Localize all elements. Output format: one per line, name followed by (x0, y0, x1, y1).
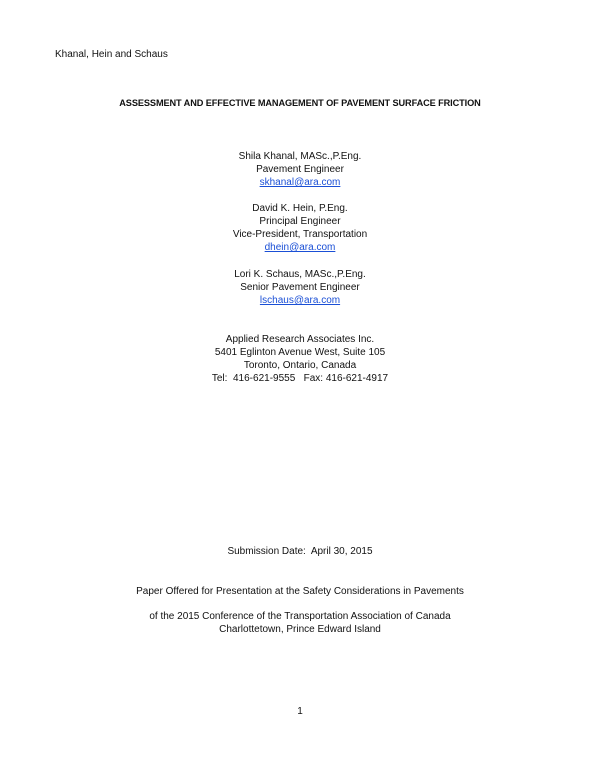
author-role: Senior Pavement Engineer (240, 282, 360, 293)
presentation-offer (0, 585, 600, 598)
offer-line-2: of the 2015 Conference of the Transportation Association of Canada (149, 611, 451, 622)
offer-line-3: Charlottetown, Prince Edward Island (219, 624, 381, 635)
author-role-secondary: Vice-President, Transportation (232, 229, 368, 240)
submission-date: Submission Date: April 30, 2015 (227, 546, 373, 557)
author-name: Shila Khanal, MASc.,P.Eng. (238, 151, 362, 162)
organization-contact: Tel: 416-621-9555 Fax: 416-621-4917 (211, 373, 389, 384)
author-role: Pavement Engineer (256, 164, 344, 175)
author-name: David K. Hein, P.Eng. (252, 203, 348, 214)
page-number: 1 (297, 706, 303, 717)
author-block-khanal (0, 150, 600, 189)
author-role: Principal Engineer (259, 216, 341, 227)
paper-title: ASSESSMENT AND EFFECTIVE MANAGEMENT OF PAVEMENT SURFACE FRICTION (119, 98, 481, 108)
running-header: Khanal, Hein and Schaus (55, 49, 168, 60)
offer-line-1: Paper Offered for Presentation at the Safety Considerations in Pavements (136, 586, 464, 597)
author-block-hein (0, 202, 600, 254)
organization-city: Toronto, Ontario, Canada (243, 360, 357, 371)
organization-address: 5401 Eglinton Avenue West, Suite 105 (214, 347, 386, 358)
conference-details (0, 610, 600, 636)
author-email-link[interactable]: lschaus@ara.com (259, 295, 341, 306)
organization-name: Applied Research Associates Inc. (225, 334, 375, 345)
author-email-link[interactable]: dhein@ara.com (264, 242, 336, 253)
author-name: Lori K. Schaus, MASc.,P.Eng. (234, 269, 366, 280)
author-block-schaus (0, 268, 600, 307)
affiliation-block (0, 333, 600, 385)
author-email-link[interactable]: skhanal@ara.com (259, 177, 341, 188)
